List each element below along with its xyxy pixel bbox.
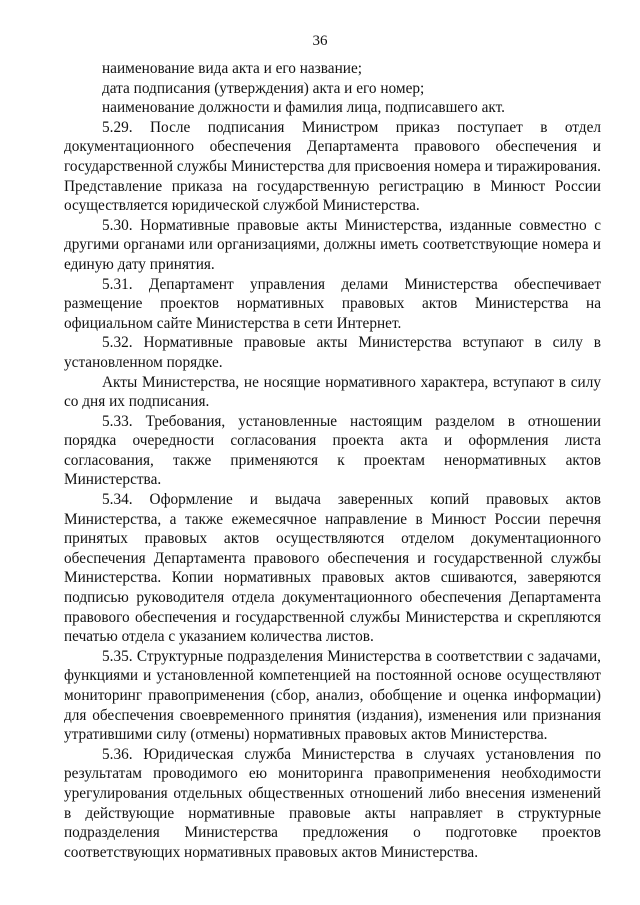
clause-5-32: 5.32. Нормативные правовые акты Министерства вступают в силу в установленном порядке. <box>64 334 601 371</box>
clause-5-31: 5.31. Департамент управления делами Министерства обеспечивает размещение проектов нормативных правовых актов Министерства на официальном сайте Министерства в сети Интернет. <box>64 275 601 332</box>
document-body <box>64 59 601 862</box>
list-line-act-name: наименование вида акта и его название; <box>102 60 362 77</box>
list-line-signing-date: дата подписания (утверждения) акта и его номер; <box>102 79 425 97</box>
clause-5-32-acts: Акты Министерства, не носящие нормативного характера, вступают в силу со дня их подписания. <box>64 373 601 411</box>
clause-5-35: 5.35. Структурные подразделения Министерства в соответствии с задачами, функциями и установленной компетенцией на постоянной основе осуществляют мониторинг правоприменения (сбор, анализ, обобщение и оценка информации) для обеспечения своевременного принятия (издания), изменения или признания утратившими силу (отмены) нормативных правовых актов Министерства. <box>64 647 601 744</box>
clause-5-36: 5.36. Юридическая служба Министерства в случаях установления по результатам проводимого ею мониторинга правоприменения необходимости урегулирования отдельных общественных отношений либо внесения изменений в действующие нормативные правовые акты направляет в структурные подразделения Министерства предложения о подготовке проектов соответствующих нормативных правовых актов Министерства. <box>64 745 601 861</box>
clause-5-34: 5.34. Оформление и выдача заверенных копий правовых актов Министерства, а также ежемесячное направление в Минюст России перечня принятых правовых актов осуществляются отделом документационного обеспечения Департамента правового обеспечения и государственной службы Министерства. Копии нормативных правовых актов сшиваются, заверяются подписью руководителя отдела документационного обеспечения Департамента правового обеспечения и государственной службы Министерства и скрепляются печатью отдела с указанием количества листов. <box>64 491 601 646</box>
clause-5-33: 5.33. Требования, установленные настоящим разделом в отношении порядка очередности согласования проекта акта и оформления листа согласования, также применяются к проектам ненормативных актов Министерства. <box>64 412 601 489</box>
clause-5-30: 5.30. Нормативные правовые акты Министерства, изданные совместно с другими органами или организациями, должны иметь соответствующие номера и единую дату принятия. <box>64 216 601 273</box>
clause-5-29: 5.29. После подписания Министром приказ поступает в отдел документационного обеспечения Департамента правового обеспечения и государственной службы Министерства для присвоения номера и тиражирования. Представление приказа на государственную регистрацию в Минюст России осуществляется юридической службой Министерства. <box>64 118 601 215</box>
page-number: 36 <box>312 33 328 49</box>
list-line-signer: наименование должности и фамилия лица, подписавшего акт. <box>102 99 505 117</box>
